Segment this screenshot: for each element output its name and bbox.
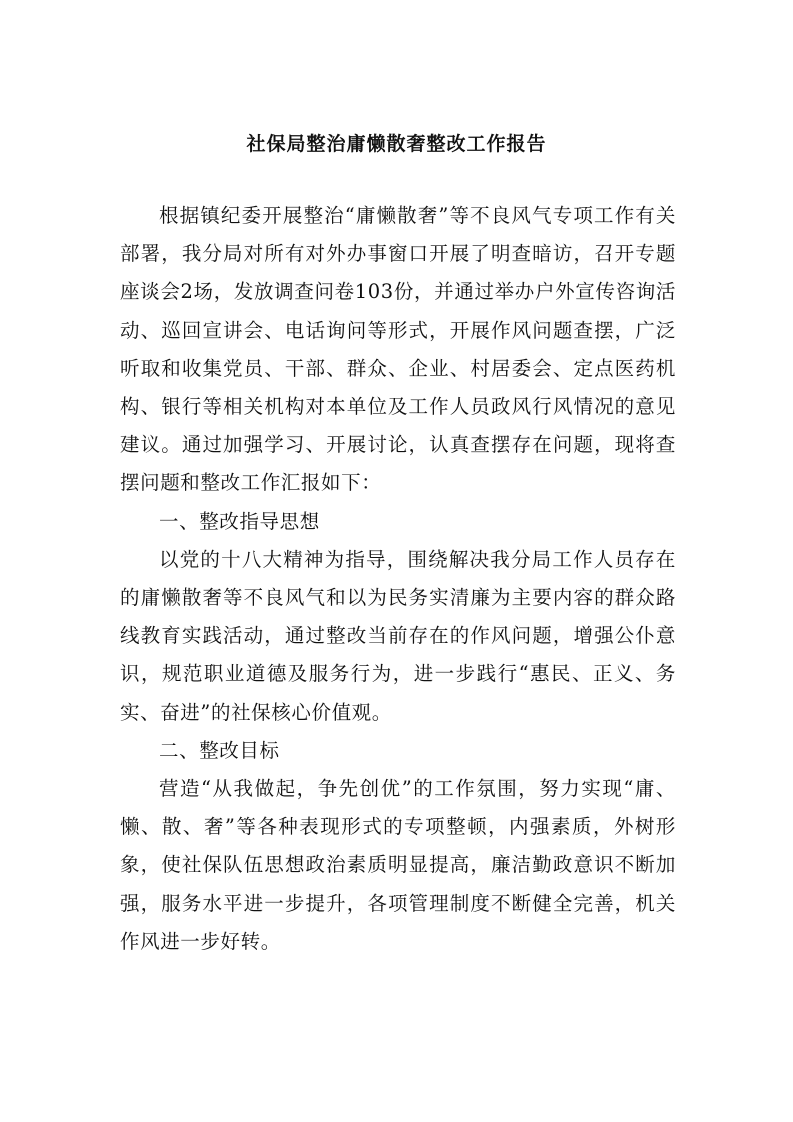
section-heading-goals: 二、整改目标 [159, 738, 280, 762]
goals-paragraph: 营造“从我做起，争先创优”的工作氛围，努力实现“庸、懒、散、奢”等各种表现形式的专项整顿，内强素质，外树形象，使社保队伍思想政治素质明显提高，廉洁勤政意识不断加强，服务水平进一步提升，各项管理制度不断健全完善，机关作风进一步好转。 [120, 777, 676, 953]
section-heading-guiding-thought: 一、整改指导思想 [159, 509, 320, 533]
guiding-thought-paragraph: 以党的十八大精神为指导，围绕解决我分局工作人员存在的庸懒散奢等不良风气和以为民务实清廉为主要内容的群众路线教育实践活动，通过整改当前存在的作风问题，增强公仆意识，规范职业道德及服务行为，进一步践行“惠民、正义、务实、奋进”的社保核心价值观。 [120, 547, 676, 724]
document-title: 社保局整治庸懒散奢整改工作报告 [246, 133, 547, 155]
intro-paragraph: 根据镇纪委开展整治“庸懒散奢”等不良风气专项工作有关部署，我分局对所有对外办事窗口开展了明查暗访，召开专题座谈会2场，发放调查问卷103份，并通过举办户外宣传咨询活动、巡回宣讲会、电话询问等形式，开展作风问题查摆，广泛听取和收集党员、干部、群众、企业、村居委会、定点医药机构、银行等相关机构对本单位及工作人员政风行风情况的意见建议。通过加强学习、开展讨论，认真查摆存在问题，现将查摆问题和整改工作汇报如下： [120, 204, 676, 495]
document-body [120, 197, 676, 961]
